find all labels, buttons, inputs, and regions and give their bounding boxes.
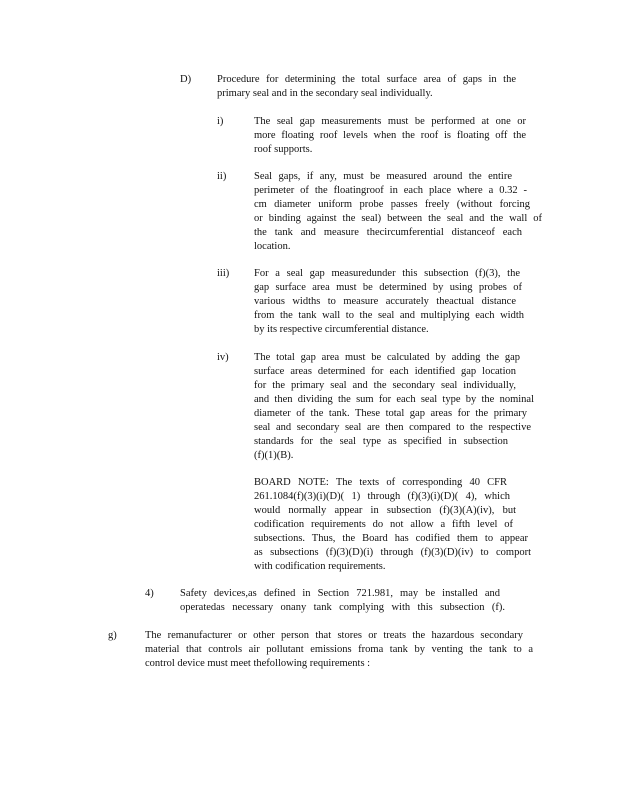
- paragraph-i: [254, 115, 526, 157]
- text-line: or binding against the seal) between the seal and the wall of: [254, 213, 542, 224]
- item-marker-g: g): [108, 630, 117, 641]
- text-line: standards for the seal type as specified in subsection: [254, 436, 508, 447]
- text-line: 261.1084(f)(3)(i)(D)( 1) through (f)(3)(i)(D)( 4), which: [254, 491, 510, 502]
- text-line: control device must meet thefollowing requirements :: [145, 658, 371, 669]
- text-line: Procedure for determining the total surface area of gaps in the: [217, 74, 516, 85]
- text-line: Seal gaps, if any, must be measured around the entire: [254, 171, 512, 182]
- text-line: material that controls air pollutant emissions froma tank by venting the tank to a: [145, 644, 533, 655]
- paragraph-iv: [254, 351, 534, 463]
- text-line: diameter of the tank. These total gap areas for the primary: [254, 408, 527, 419]
- text-line: The remanufacturer or other person that stores or treats the hazardous secondary: [145, 630, 523, 641]
- item-marker-d: D): [180, 74, 192, 85]
- text-line: roof supports.: [254, 144, 313, 155]
- text-line: seal and secondary seal are then compared to the respective: [254, 422, 531, 433]
- text-line: would normally appear in subsection (f)(3)(A)(iv), but: [254, 505, 516, 516]
- text-line: from the tank wall to the seal and multiplying each width: [254, 310, 524, 321]
- text-line: codification requirements do not allow a fifth level of: [254, 519, 513, 530]
- text-line: the tank and measure thecircumferential distanceof each: [254, 227, 522, 238]
- text-line: and then dividing the sum for each seal type by the nominal: [254, 394, 534, 405]
- text-line: as subsections (f)(3)(D)(i) through (f)(3)(D)(iv) to comport: [254, 547, 531, 558]
- text-line: gap surface area must be determined by using probes of: [254, 282, 522, 293]
- paragraph-d: [217, 73, 516, 101]
- paragraph-g: [145, 629, 533, 671]
- text-line: The total gap area must be calculated by adding the gap: [254, 352, 520, 363]
- text-line: by its respective circumferential distance.: [254, 324, 429, 335]
- board-note: [254, 476, 534, 574]
- text-line: BOARD NOTE: The texts of corresponding 40 CFR: [254, 477, 507, 488]
- paragraph-iii: [254, 267, 526, 337]
- paragraph-ii: [254, 170, 542, 254]
- text-line: more floating roof levels when the roof is floating off the: [254, 130, 526, 141]
- text-line: various widths to measure accurately theactual distance: [254, 296, 516, 307]
- item-marker-4: 4): [145, 588, 154, 599]
- text-line: perimeter of the floatingroof in each place where a 0.32 -: [254, 185, 527, 196]
- item-marker-i: i): [217, 116, 224, 127]
- item-marker-ii: ii): [217, 171, 227, 182]
- text-line: For a seal gap measuredunder this subsection (f)(3), the: [254, 268, 520, 279]
- text-line: location.: [254, 241, 291, 252]
- text-line: surface areas determined for each identified gap location: [254, 366, 516, 377]
- text-line: subsections. Thus, the Board has codified them to appear: [254, 533, 528, 544]
- item-marker-iv: iv): [217, 352, 229, 363]
- text-line: with codification requirements.: [254, 561, 386, 572]
- text-line: primary seal and in the secondary seal individually.: [217, 88, 433, 99]
- text-line: for the primary seal and the secondary seal individually,: [254, 380, 516, 391]
- text-line: Safety devices,as defined in Section 721.981, may be installed and: [180, 588, 500, 599]
- text-line: cm diameter uniform probe passes freely (without forcing: [254, 199, 530, 210]
- text-line: operatedas necessary onany tank complying with this subsection (f).: [180, 602, 505, 613]
- item-marker-iii: iii): [217, 268, 230, 279]
- text-line: (f)(1)(B).: [254, 450, 294, 461]
- text-line: The seal gap measurements must be performed at one or: [254, 116, 526, 127]
- paragraph-4: [180, 587, 505, 615]
